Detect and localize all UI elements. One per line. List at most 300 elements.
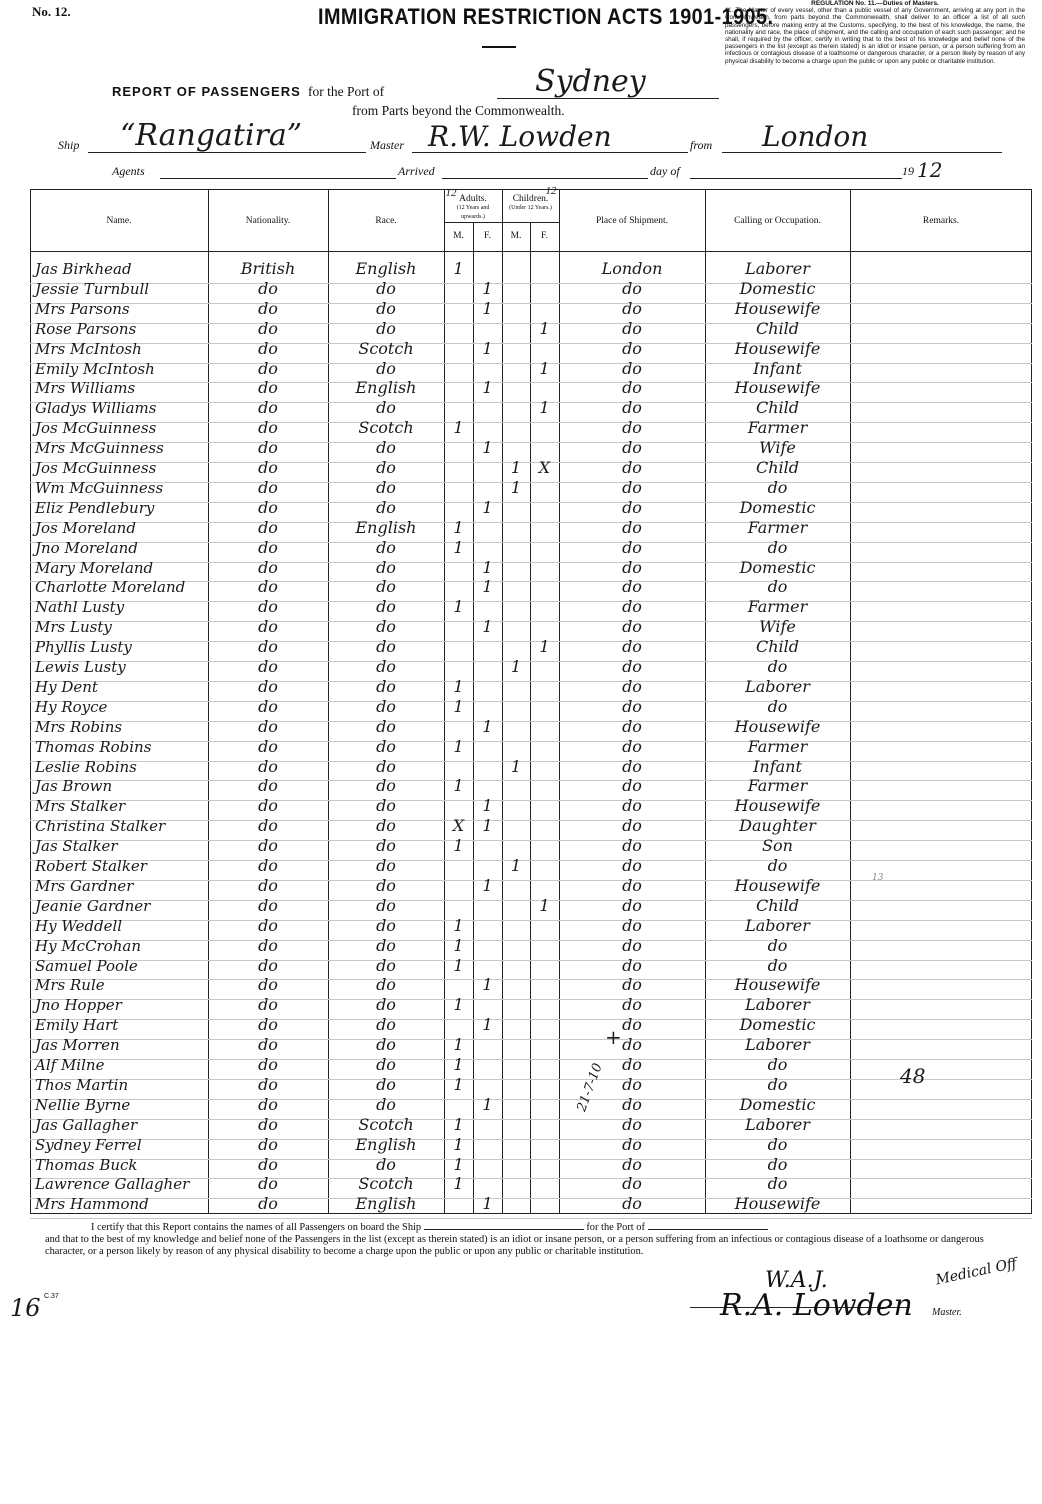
printer-code: C.37 bbox=[44, 1293, 59, 1300]
cell-place: do bbox=[622, 1074, 642, 1094]
cell-af: 1 bbox=[482, 378, 493, 398]
cell-name: Mrs Parsons bbox=[35, 299, 130, 318]
cell-occ: do bbox=[767, 1134, 788, 1154]
day-of-label: day of bbox=[650, 164, 680, 178]
cell-af: 1 bbox=[482, 816, 493, 836]
cell-occ: do bbox=[767, 657, 788, 676]
cell-name: Mary Moreland bbox=[35, 558, 154, 577]
agents-line bbox=[160, 178, 396, 179]
cell-am: 1 bbox=[453, 537, 464, 557]
cell-nat: do bbox=[258, 1194, 278, 1214]
year-prefix: 19 bbox=[902, 164, 914, 178]
cell-place: do bbox=[622, 816, 642, 836]
adults-annotation: 12 bbox=[445, 187, 457, 199]
cell-race: do bbox=[376, 895, 396, 915]
cell-occ: Domestic bbox=[739, 1094, 816, 1114]
cell-occ: do bbox=[767, 1174, 788, 1194]
cell-place: do bbox=[622, 756, 642, 776]
report-label: REPORT OF PASSENGERS bbox=[112, 84, 301, 99]
cell-name: Jno Hopper bbox=[35, 996, 122, 1015]
cell-race: English bbox=[355, 259, 417, 278]
year-suffix: 12 bbox=[917, 158, 943, 182]
cell-nat: do bbox=[258, 597, 278, 617]
cell-place: do bbox=[622, 657, 642, 676]
cell-race: English bbox=[355, 378, 417, 398]
cell-occ: Housewife bbox=[734, 298, 821, 318]
cell-occ: Housewife bbox=[734, 716, 821, 736]
cell-af: 1 bbox=[482, 716, 493, 736]
cell-race: Scotch bbox=[358, 1174, 414, 1194]
cell-name: Eliz Pendlebury bbox=[35, 498, 155, 517]
cell-place: do bbox=[622, 975, 642, 995]
adults-f-header: F. bbox=[484, 231, 491, 241]
cell-name: Hy Weddell bbox=[35, 916, 123, 935]
row-rule bbox=[30, 1218, 1032, 1219]
cell-name: Jas Birkhead bbox=[35, 260, 132, 278]
cell-nat: do bbox=[258, 1174, 278, 1194]
cell-place: do bbox=[622, 617, 642, 637]
cell-occ: do bbox=[767, 955, 788, 975]
cell-am: 1 bbox=[453, 955, 464, 975]
cell-occ: Farmer bbox=[747, 597, 808, 617]
children-annotation: 12 bbox=[545, 185, 557, 197]
cell-place: do bbox=[622, 1055, 642, 1074]
cell-race: do bbox=[376, 1094, 396, 1114]
cell-occ: Housewife bbox=[734, 796, 821, 816]
col-calling-header: Calling or Occupation. bbox=[734, 216, 821, 226]
regulation-text: 11. The Master of every vessel, other than a public vessel of any Government, arriving at any port in the Commonwealth, from parts beyond the Commonwealth, shall deliver to an officer a list of all such passengers, before making entry at the Customs, specifying, to the best of his knowledge, the name, the nationality and race, the place of shipment, and the calling and occupation of each such passenger; and he shall, if required by the officer, certify in writing that to the best of his knowledge and belief none of the passengers in the list (except as therein stated) is an idiot or insane person, or a person suffering from an infectious or contagious disease of a loathsome or dangerous character, or a person likely by reason of any physical disability to become a charge upon the public or upon any public or charitable institution. bbox=[725, 7, 1025, 65]
cell-name: Robert Stalker bbox=[35, 857, 147, 875]
cell-cm: 1 bbox=[510, 458, 522, 477]
cell-nat: do bbox=[258, 676, 278, 696]
cell-name: Nellie Byrne bbox=[35, 1095, 131, 1114]
cell-place: do bbox=[622, 716, 642, 736]
cell-am: 1 bbox=[453, 259, 464, 278]
certify-text-1: I certify that this Report contains the names of all Passengers on board the Ship bbox=[91, 1222, 422, 1233]
cell-cf: 1 bbox=[539, 358, 550, 378]
cell-name: Mrs McGuinness bbox=[35, 439, 164, 458]
cell-am: 1 bbox=[453, 776, 464, 796]
cell-place: do bbox=[622, 358, 642, 378]
cell-race: do bbox=[376, 597, 396, 617]
cell-nat: do bbox=[258, 617, 278, 637]
cell-race: English bbox=[355, 517, 417, 537]
cell-occ: Wife bbox=[759, 438, 796, 458]
cell-am: 1 bbox=[453, 1035, 464, 1055]
regulation-title: REGULATION No. 11.—Duties of Masters. bbox=[811, 0, 939, 7]
cell-name: Hy McCrohan bbox=[35, 936, 142, 955]
cell-place: do bbox=[622, 637, 642, 657]
cell-place: London bbox=[601, 259, 663, 278]
cell-name: Thomas Buck bbox=[35, 1155, 138, 1174]
cell-race: Scotch bbox=[358, 1114, 414, 1134]
cell-occ: Child bbox=[755, 458, 800, 477]
cell-race: do bbox=[376, 676, 396, 696]
cell-occ: Infant bbox=[753, 756, 802, 776]
cell-cm: 1 bbox=[510, 856, 522, 875]
cell-race: Scotch bbox=[358, 338, 414, 358]
cell-name: Jos McGuinness bbox=[35, 419, 157, 438]
cell-place: do bbox=[622, 875, 642, 895]
cell-nat: do bbox=[258, 1134, 278, 1154]
cell-place: do bbox=[622, 1194, 642, 1214]
cell-race: do bbox=[376, 1055, 396, 1074]
cell-place: do bbox=[622, 1154, 642, 1174]
cell-name: Thos Martin bbox=[35, 1075, 129, 1094]
adults-m-header: M. bbox=[453, 231, 464, 241]
cell-race: do bbox=[376, 358, 396, 378]
cell-occ: Child bbox=[755, 318, 800, 338]
cell-name: Rose Parsons bbox=[35, 319, 137, 338]
master-label: Master bbox=[370, 138, 404, 152]
col-nationality-header: Nationality. bbox=[245, 216, 291, 226]
children-note: (Under 12 Years.) bbox=[509, 205, 552, 211]
cell-nat: do bbox=[258, 895, 278, 915]
cell-race: do bbox=[376, 617, 396, 637]
cell-race: do bbox=[376, 298, 396, 318]
cell-name: Mrs Hammond bbox=[35, 1195, 149, 1214]
cell-occ: Domestic bbox=[739, 497, 816, 517]
cell-nat: do bbox=[258, 816, 278, 836]
cell-am: 1 bbox=[453, 1074, 464, 1094]
cell-name: Mrs Lusty bbox=[35, 618, 112, 637]
cell-occ: Farmer bbox=[747, 418, 808, 438]
gardner-remark: 13 bbox=[872, 873, 884, 883]
from-port: London bbox=[762, 120, 869, 153]
cell-cf: X bbox=[538, 458, 551, 477]
cell-race: do bbox=[376, 836, 396, 856]
document-title: IMMIGRATION RESTRICTION ACTS 1901-1905. bbox=[318, 4, 774, 29]
cell-occ: Domestic bbox=[739, 278, 816, 298]
cell-race: do bbox=[376, 796, 396, 816]
cell-race: do bbox=[376, 1074, 396, 1094]
cell-race: do bbox=[376, 537, 396, 557]
cell-nat: do bbox=[258, 358, 278, 378]
master-sign-label: Master. bbox=[932, 1307, 962, 1318]
cell-name: Alf Milne bbox=[35, 1056, 105, 1074]
cell-name: Christina Stalker bbox=[35, 817, 166, 836]
cell-race: do bbox=[376, 657, 396, 676]
cell-race: do bbox=[376, 497, 396, 517]
cell-occ: Housewife bbox=[734, 378, 821, 398]
cell-occ: Child bbox=[755, 895, 800, 915]
cell-nat: do bbox=[258, 497, 278, 517]
cell-nat: do bbox=[258, 458, 278, 477]
cell-place: do bbox=[622, 776, 642, 796]
cell-place: do bbox=[622, 537, 642, 557]
cell-occ: Housewife bbox=[734, 975, 821, 995]
cell-race: do bbox=[376, 816, 396, 836]
cell-place: do bbox=[622, 1134, 642, 1154]
col-place-header: Place of Shipment. bbox=[595, 216, 669, 226]
cell-nat: do bbox=[258, 278, 278, 298]
cell-name: Mrs Rule bbox=[35, 976, 105, 995]
regulation-notice bbox=[725, 0, 1025, 65]
title-rule bbox=[482, 46, 516, 48]
cell-occ: Child bbox=[755, 398, 800, 418]
cell-occ: Laborer bbox=[745, 1035, 810, 1055]
cell-place: do bbox=[622, 278, 642, 298]
place-mark: + bbox=[605, 1025, 622, 1049]
cell-af: 1 bbox=[482, 875, 493, 895]
cell-name: Phyllis Lusty bbox=[35, 638, 132, 657]
cell-nat: do bbox=[258, 1114, 278, 1134]
cell-name: Hy Royce bbox=[35, 697, 108, 716]
cell-af: 1 bbox=[482, 577, 493, 597]
cell-place: do bbox=[622, 1114, 642, 1134]
cell-name: Mrs Robins bbox=[35, 717, 123, 736]
medical-note: Medical Off bbox=[934, 1255, 1019, 1289]
cell-occ: Laborer bbox=[745, 259, 810, 278]
adults-note: (12 Years and upwards.) bbox=[456, 205, 490, 220]
cell-nat: do bbox=[258, 975, 278, 995]
cell-occ: Infant bbox=[753, 358, 802, 378]
cell-am: 1 bbox=[453, 597, 464, 617]
cell-race: do bbox=[376, 756, 396, 776]
cell-occ: Daughter bbox=[739, 816, 816, 836]
cell-occ: Housewife bbox=[734, 1194, 821, 1214]
cell-am: 1 bbox=[453, 418, 464, 438]
cell-nat: do bbox=[258, 1074, 278, 1094]
cell-am: 1 bbox=[453, 836, 464, 856]
cell-place: do bbox=[622, 1015, 642, 1035]
cell-place: do bbox=[622, 1035, 642, 1055]
cell-am: 1 bbox=[453, 995, 464, 1015]
for-port-label: for the Port of bbox=[308, 84, 385, 99]
ship-name: “Rangatira” bbox=[120, 118, 303, 153]
cell-occ: Laborer bbox=[745, 915, 810, 935]
cell-am: 1 bbox=[453, 935, 464, 955]
cell-race: do bbox=[376, 975, 396, 995]
cell-name: Thomas Robins bbox=[35, 737, 152, 756]
ship-label: Ship bbox=[58, 138, 80, 152]
cell-place: do bbox=[622, 856, 642, 875]
initials-signature: W.A.J. bbox=[765, 1268, 828, 1293]
cell-nat: do bbox=[258, 995, 278, 1015]
cell-af: 1 bbox=[482, 298, 493, 318]
cell-name: Jno Moreland bbox=[35, 538, 138, 557]
cell-name: Jos Moreland bbox=[35, 518, 136, 537]
cell-occ: do bbox=[767, 856, 788, 875]
agents-label: Agents bbox=[112, 164, 145, 178]
cell-nat: do bbox=[258, 1154, 278, 1174]
cell-occ: do bbox=[767, 537, 788, 557]
cell-race: do bbox=[376, 1154, 396, 1174]
cell-am: 1 bbox=[453, 736, 464, 756]
cell-name: Jas Gallagher bbox=[35, 1115, 138, 1134]
cell-race: do bbox=[376, 577, 396, 597]
cell-nat: do bbox=[258, 657, 278, 676]
cell-am: X bbox=[452, 816, 465, 836]
cell-place: do bbox=[622, 796, 642, 816]
cell-place: do bbox=[622, 398, 642, 418]
cell-af: 1 bbox=[482, 617, 493, 637]
form-number: No. 12. bbox=[32, 4, 71, 19]
cell-name: Hy Dent bbox=[35, 677, 98, 696]
cell-nat: do bbox=[258, 796, 278, 816]
master-signature: R.A. Lowden bbox=[720, 1288, 913, 1323]
cell-nat: do bbox=[258, 577, 278, 597]
cell-occ: do bbox=[767, 696, 788, 716]
cell-place: do bbox=[622, 557, 642, 577]
cell-name: Charlotte Moreland bbox=[35, 578, 186, 597]
cell-cf: 1 bbox=[539, 637, 550, 657]
cell-nat: do bbox=[258, 955, 278, 975]
cell-occ: Farmer bbox=[747, 736, 808, 756]
col-remarks-header: Remarks. bbox=[922, 216, 960, 226]
cell-name: Nathl Lusty bbox=[35, 598, 125, 617]
cell-am: 1 bbox=[453, 915, 464, 935]
cell-occ: Wife bbox=[759, 617, 796, 637]
cell-race: do bbox=[376, 875, 396, 895]
cell-race: do bbox=[376, 278, 396, 298]
cell-race: do bbox=[376, 736, 396, 756]
cell-name: Mrs Williams bbox=[35, 379, 136, 398]
cell-place: do bbox=[622, 338, 642, 358]
cell-occ: Laborer bbox=[745, 1114, 810, 1134]
cell-name: Lewis Lusty bbox=[35, 658, 126, 676]
cell-nat: do bbox=[258, 318, 278, 338]
cell-occ: Domestic bbox=[739, 557, 816, 577]
cell-place: do bbox=[622, 597, 642, 617]
cell-race: do bbox=[376, 1035, 396, 1055]
cell-nat: do bbox=[258, 856, 278, 875]
cell-nat: do bbox=[258, 438, 278, 458]
cell-cf: 1 bbox=[539, 318, 550, 338]
cell-nat: do bbox=[258, 776, 278, 796]
cell-nat: do bbox=[258, 1015, 278, 1035]
cell-am: 1 bbox=[453, 676, 464, 696]
cell-race: English bbox=[355, 1134, 417, 1154]
cell-cm: 1 bbox=[510, 477, 522, 497]
cell-nat: do bbox=[258, 915, 278, 935]
cell-race: do bbox=[376, 856, 396, 875]
cell-place: do bbox=[622, 1174, 642, 1194]
cell-occ: do bbox=[767, 577, 788, 597]
cell-name: Leslie Robins bbox=[35, 757, 137, 776]
cell-place: do bbox=[622, 736, 642, 756]
cell-occ: Domestic bbox=[739, 1015, 816, 1035]
cell-nat: do bbox=[258, 696, 278, 716]
cell-place: do bbox=[622, 955, 642, 975]
cell-place: do bbox=[622, 318, 642, 338]
cell-am: 1 bbox=[453, 1055, 464, 1074]
cell-name: Gladys Williams bbox=[35, 399, 157, 418]
cell-am: 1 bbox=[453, 1114, 464, 1134]
cell-race: do bbox=[376, 915, 396, 935]
arrived-line bbox=[442, 178, 648, 179]
cell-nat: do bbox=[258, 1094, 278, 1114]
port-value: Sydney bbox=[535, 64, 646, 99]
cell-race: do bbox=[376, 318, 396, 338]
cell-place: do bbox=[622, 895, 642, 915]
cell-am: 1 bbox=[453, 1154, 464, 1174]
cell-place: do bbox=[622, 458, 642, 477]
cell-occ: Laborer bbox=[745, 995, 810, 1015]
cell-place: do bbox=[622, 995, 642, 1015]
from-parts-label: from Parts beyond the Commonwealth. bbox=[352, 103, 565, 118]
cell-race: do bbox=[376, 776, 396, 796]
cell-nat: do bbox=[258, 298, 278, 318]
cell-name: Samuel Poole bbox=[35, 956, 138, 975]
certify-port-label: for the Port of bbox=[586, 1222, 645, 1233]
cell-place: do bbox=[622, 1094, 642, 1114]
cell-race: do bbox=[376, 438, 396, 458]
cell-occ: Child bbox=[755, 637, 800, 657]
certify-text-2: and that to the best of my knowledge and belief none of the Passengers in the list (except as therein stated) is an idiot or insane person, or a person suffering from an infectious or contagious disease of a loathsome or dangerous character, or a person likely by reason of any physical disability to become a charge upon the public or upon any public or charitable institution. bbox=[45, 1234, 984, 1257]
cell-name: Lawrence Gallagher bbox=[35, 1175, 190, 1194]
cell-race: do bbox=[376, 557, 396, 577]
cell-af: 1 bbox=[482, 1094, 493, 1114]
cell-nat: do bbox=[258, 418, 278, 438]
cell-place: do bbox=[622, 517, 642, 537]
cell-race: Scotch bbox=[358, 418, 414, 438]
cell-occ: do bbox=[767, 477, 788, 497]
children-m-header: M. bbox=[510, 231, 522, 241]
cell-race: do bbox=[376, 398, 396, 418]
cell-occ: Farmer bbox=[747, 776, 808, 796]
cell-place: do bbox=[622, 577, 642, 597]
cell-af: 1 bbox=[482, 796, 493, 816]
cell-am: 1 bbox=[453, 1174, 464, 1194]
cell-name: Mrs Gardner bbox=[35, 876, 134, 895]
cell-af: 1 bbox=[482, 1015, 493, 1035]
cell-occ: do bbox=[767, 1074, 788, 1094]
cell-name: Jas Stalker bbox=[35, 837, 118, 856]
cell-occ: Son bbox=[762, 836, 793, 856]
cell-occ: Housewife bbox=[734, 338, 821, 358]
cell-place: do bbox=[622, 676, 642, 696]
cell-name: Jessie Turnbull bbox=[35, 279, 150, 298]
page-number: 16 bbox=[10, 1294, 41, 1322]
cell-place: do bbox=[622, 298, 642, 318]
cell-place: do bbox=[622, 418, 642, 438]
month-line bbox=[690, 178, 902, 179]
col-name-header: Name. bbox=[106, 216, 132, 226]
cell-race: English bbox=[355, 1194, 417, 1214]
cell-nat: do bbox=[258, 338, 278, 358]
cell-am: 1 bbox=[453, 1134, 464, 1154]
cell-place: do bbox=[622, 438, 642, 458]
cell-af: 1 bbox=[482, 1194, 493, 1214]
cell-name: Jos McGuinness bbox=[35, 459, 157, 477]
cell-race: do bbox=[376, 1015, 396, 1035]
cell-race: do bbox=[376, 955, 396, 975]
cell-name: Emily Hart bbox=[35, 1016, 119, 1035]
cell-occ: Laborer bbox=[745, 676, 810, 696]
cell-nat: do bbox=[258, 557, 278, 577]
cell-cm: 1 bbox=[510, 756, 522, 776]
cell-am: 1 bbox=[453, 517, 464, 537]
cell-nat: do bbox=[258, 875, 278, 895]
cell-nat: British bbox=[240, 259, 296, 278]
cell-place: do bbox=[622, 477, 642, 497]
cell-nat: do bbox=[258, 637, 278, 657]
cell-af: 1 bbox=[482, 497, 493, 517]
cell-name: Mrs McIntosh bbox=[35, 339, 142, 358]
cell-name: Jas Brown bbox=[35, 777, 113, 796]
cell-place: do bbox=[622, 378, 642, 398]
from-label: from bbox=[690, 138, 713, 152]
cell-place: do bbox=[622, 696, 642, 716]
cell-race: do bbox=[376, 696, 396, 716]
cell-occ: Housewife bbox=[734, 875, 821, 895]
cell-nat: do bbox=[258, 935, 278, 955]
cell-race: do bbox=[376, 935, 396, 955]
cell-nat: do bbox=[258, 1055, 278, 1074]
cell-nat: do bbox=[258, 398, 278, 418]
cell-cf: 1 bbox=[539, 895, 550, 915]
